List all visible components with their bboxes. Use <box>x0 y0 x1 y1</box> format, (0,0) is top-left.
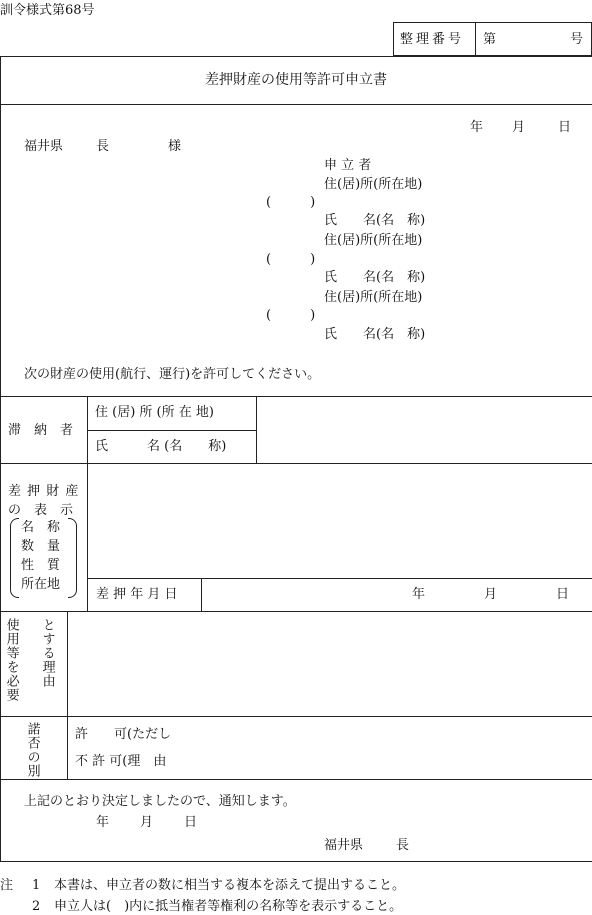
applicant-address-label: 住(居)所(所在地) <box>324 233 423 248</box>
request-text: 次の財産の使用(航行、運行)を許可してください。 <box>24 367 321 382</box>
seizure-date-day: 日 <box>556 587 570 602</box>
applicant-paren: ( ) <box>266 195 316 210</box>
notice-year: 年 <box>96 815 110 830</box>
divider <box>87 463 88 611</box>
property-item-nature: 性 質 <box>21 558 61 573</box>
applicant-paren: ( ) <box>266 308 316 323</box>
property-label-2: の 表 示 <box>8 503 74 518</box>
note-1-text: 本書は、申立者の数に相当する複本を添えて提出すること。 <box>54 878 406 893</box>
divider <box>0 463 592 464</box>
date-year: 年 <box>470 120 484 135</box>
decision-approve: 許 可(ただし <box>75 727 172 742</box>
reference-go: 号 <box>570 32 584 47</box>
reason-label-2: 使用等を必要 <box>3 618 19 702</box>
seizure-date-label: 差 押 年 月 日 <box>96 587 178 602</box>
note-2-text: 申立人は( )内に抵当権者等権利の名称等を表示すること。 <box>54 899 403 914</box>
property-item-quantity: 数 量 <box>21 539 61 554</box>
divider <box>256 396 257 464</box>
notice-pref: 福井県 <box>324 838 364 853</box>
decision-label: 諾否の別 <box>24 722 40 778</box>
divider <box>87 430 256 431</box>
applicant-name-label: 氏 名(名 称) <box>324 327 426 342</box>
note-2-number: 2 <box>32 899 41 914</box>
divider <box>0 611 592 612</box>
applicant-name-label: 氏 名(名 称) <box>324 270 426 285</box>
notice-day: 日 <box>184 815 198 830</box>
decision-deny: 不 許 可(理 由 <box>75 754 167 769</box>
divider <box>87 578 592 579</box>
divider <box>201 578 202 611</box>
seizure-date-year: 年 <box>412 587 426 602</box>
notes-label: 注 <box>0 878 14 893</box>
reference-number-label: 整理番号 <box>400 32 465 47</box>
form-number: 訓令様式第68号 <box>0 3 95 18</box>
taino-address-label: 住 (居) 所 (所 在 地) <box>95 405 214 420</box>
divider <box>0 716 592 717</box>
taino-name-label: 氏 名 (名 称) <box>95 439 227 454</box>
divider <box>0 396 592 397</box>
divider <box>0 104 592 105</box>
taino-label: 滞 納 者 <box>8 423 74 438</box>
notice-month: 月 <box>140 815 154 830</box>
divider <box>67 611 68 779</box>
addressee-pref: 福井県 <box>24 139 64 154</box>
property-item-location: 所在地 <box>21 577 61 592</box>
applicant-paren: ( ) <box>266 252 316 267</box>
property-label: 差 押 財 産 <box>8 484 80 499</box>
addressee-cho: 長 <box>96 139 110 154</box>
divider <box>0 779 592 780</box>
seizure-date-month: 月 <box>484 587 498 602</box>
form-title: 差押財産の使用等許可申立書 <box>205 72 387 88</box>
note-1-number: 1 <box>32 878 41 893</box>
property-item-name: 名 称 <box>21 520 61 535</box>
notice-cho: 長 <box>396 838 410 853</box>
bracket-left <box>10 518 19 598</box>
applicant-label: 申 立 者 <box>324 158 372 173</box>
addressee-sama: 様 <box>168 139 182 154</box>
reason-label-1: とする理由 <box>39 618 55 688</box>
date-month: 月 <box>512 120 526 135</box>
bracket-right <box>68 518 77 598</box>
divider <box>475 22 476 56</box>
applicant-address-label: 住(居)所(所在地) <box>324 290 423 305</box>
notice-text: 上記のとおり決定しましたので、通知します。 <box>24 794 296 809</box>
date-day: 日 <box>558 120 572 135</box>
applicant-name-label: 氏 名(名 称) <box>324 213 426 228</box>
reference-dai: 第 <box>483 32 497 47</box>
applicant-address-label: 住(居)所(所在地) <box>324 177 423 192</box>
